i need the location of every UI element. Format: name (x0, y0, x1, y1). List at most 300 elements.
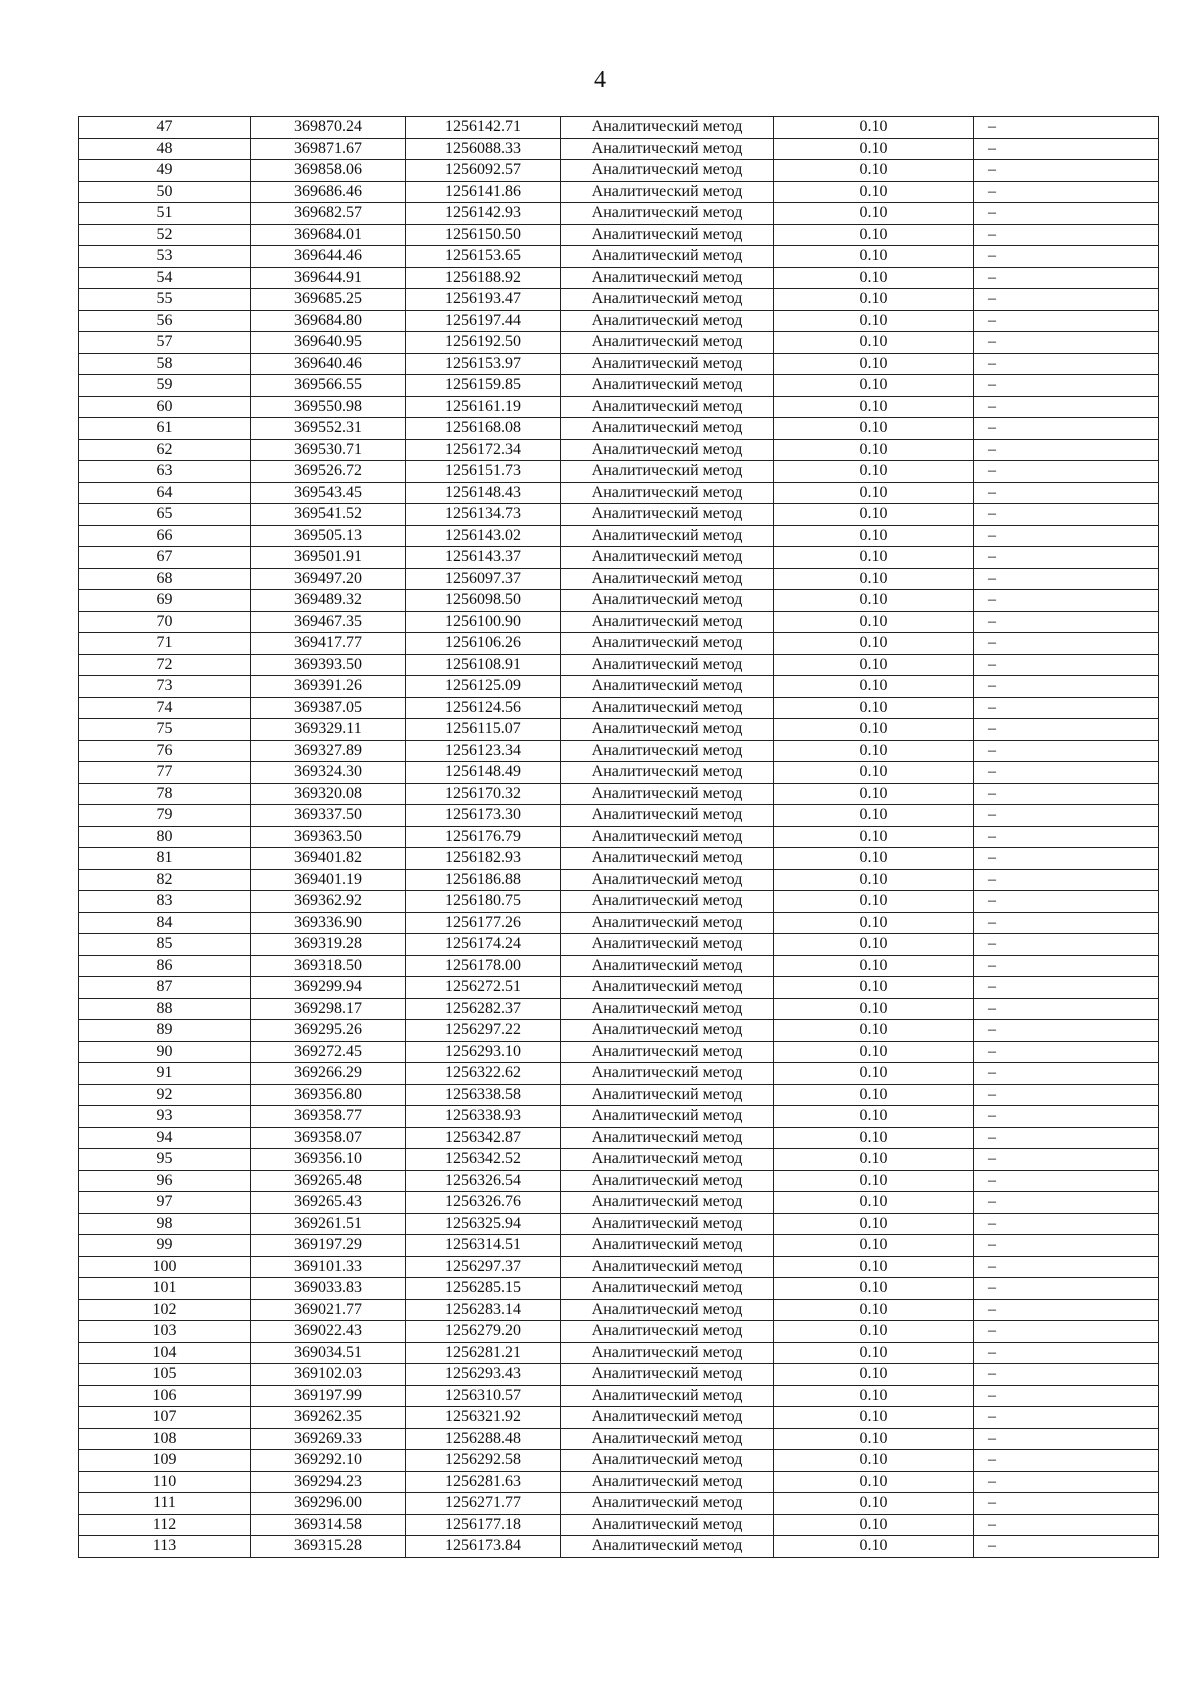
note-cell: – (974, 1450, 1159, 1472)
method-cell: Аналитический метод (561, 525, 774, 547)
y-coordinate-cell: 1256142.93 (406, 203, 561, 225)
y-coordinate-cell: 1256288.48 (406, 1428, 561, 1450)
point-number-cell: 102 (79, 1299, 251, 1321)
note-cell: – (974, 1149, 1159, 1171)
point-number-cell: 108 (79, 1428, 251, 1450)
x-coordinate-cell: 369858.06 (251, 160, 406, 182)
table-row (79, 418, 1159, 440)
note-cell: – (974, 568, 1159, 590)
x-coordinate-cell: 369269.33 (251, 1428, 406, 1450)
point-number-cell: 113 (79, 1536, 251, 1558)
note-cell: – (974, 160, 1159, 182)
accuracy-cell: 0.10 (774, 504, 974, 526)
y-coordinate-cell: 1256342.87 (406, 1127, 561, 1149)
y-coordinate-cell: 1256271.77 (406, 1493, 561, 1515)
method-cell: Аналитический метод (561, 224, 774, 246)
accuracy-cell: 0.10 (774, 1149, 974, 1171)
method-cell: Аналитический метод (561, 418, 774, 440)
point-number-cell: 104 (79, 1342, 251, 1364)
point-number-cell: 62 (79, 439, 251, 461)
note-cell: – (974, 611, 1159, 633)
method-cell: Аналитический метод (561, 719, 774, 741)
table-row (79, 891, 1159, 913)
accuracy-cell: 0.10 (774, 869, 974, 891)
table-row (79, 1536, 1159, 1558)
method-cell: Аналитический метод (561, 998, 774, 1020)
note-cell: – (974, 633, 1159, 655)
note-cell: – (974, 482, 1159, 504)
method-cell: Аналитический метод (561, 138, 774, 160)
x-coordinate-cell: 369685.25 (251, 289, 406, 311)
accuracy-cell: 0.10 (774, 805, 974, 827)
y-coordinate-cell: 1256097.37 (406, 568, 561, 590)
point-number-cell: 54 (79, 267, 251, 289)
x-coordinate-cell: 369021.77 (251, 1299, 406, 1321)
accuracy-cell: 0.10 (774, 267, 974, 289)
accuracy-cell: 0.10 (774, 1407, 974, 1429)
method-cell: Аналитический метод (561, 891, 774, 913)
x-coordinate-cell: 369682.57 (251, 203, 406, 225)
point-number-cell: 55 (79, 289, 251, 311)
accuracy-cell: 0.10 (774, 934, 974, 956)
x-coordinate-cell: 369541.52 (251, 504, 406, 526)
accuracy-cell: 0.10 (774, 848, 974, 870)
table-row (79, 697, 1159, 719)
y-coordinate-cell: 1256143.02 (406, 525, 561, 547)
y-coordinate-cell: 1256338.58 (406, 1084, 561, 1106)
point-number-cell: 51 (79, 203, 251, 225)
y-coordinate-cell: 1256272.51 (406, 977, 561, 999)
method-cell: Аналитический метод (561, 590, 774, 612)
y-coordinate-cell: 1256293.10 (406, 1041, 561, 1063)
y-coordinate-cell: 1256088.33 (406, 138, 561, 160)
method-cell: Аналитический метод (561, 1235, 774, 1257)
method-cell: Аналитический метод (561, 1364, 774, 1386)
x-coordinate-cell: 369265.48 (251, 1170, 406, 1192)
note-cell: – (974, 525, 1159, 547)
note-cell: – (974, 1385, 1159, 1407)
accuracy-cell: 0.10 (774, 611, 974, 633)
x-coordinate-cell: 369566.55 (251, 375, 406, 397)
point-number-cell: 75 (79, 719, 251, 741)
accuracy-cell: 0.10 (774, 740, 974, 762)
note-cell: – (974, 1256, 1159, 1278)
point-number-cell: 48 (79, 138, 251, 160)
note-cell: – (974, 934, 1159, 956)
y-coordinate-cell: 1256150.50 (406, 224, 561, 246)
accuracy-cell: 0.10 (774, 1514, 974, 1536)
x-coordinate-cell: 369315.28 (251, 1536, 406, 1558)
accuracy-cell: 0.10 (774, 525, 974, 547)
point-number-cell: 106 (79, 1385, 251, 1407)
accuracy-cell: 0.10 (774, 568, 974, 590)
note-cell: – (974, 181, 1159, 203)
y-coordinate-cell: 1256325.94 (406, 1213, 561, 1235)
note-cell: – (974, 1170, 1159, 1192)
accuracy-cell: 0.10 (774, 1321, 974, 1343)
accuracy-cell: 0.10 (774, 1063, 974, 1085)
accuracy-cell: 0.10 (774, 826, 974, 848)
note-cell: – (974, 461, 1159, 483)
point-number-cell: 72 (79, 654, 251, 676)
table-row (79, 1321, 1159, 1343)
table-row (79, 224, 1159, 246)
y-coordinate-cell: 1256321.92 (406, 1407, 561, 1429)
accuracy-cell: 0.10 (774, 1471, 974, 1493)
method-cell: Аналитический метод (561, 375, 774, 397)
method-cell: Аналитический метод (561, 1063, 774, 1085)
y-coordinate-cell: 1256108.91 (406, 654, 561, 676)
accuracy-cell: 0.10 (774, 762, 974, 784)
method-cell: Аналитический метод (561, 955, 774, 977)
method-cell: Аналитический метод (561, 504, 774, 526)
accuracy-cell: 0.10 (774, 224, 974, 246)
point-number-cell: 90 (79, 1041, 251, 1063)
accuracy-cell: 0.10 (774, 1256, 974, 1278)
point-number-cell: 79 (79, 805, 251, 827)
y-coordinate-cell: 1256177.26 (406, 912, 561, 934)
note-cell: – (974, 332, 1159, 354)
accuracy-cell: 0.10 (774, 1342, 974, 1364)
note-cell: – (974, 1278, 1159, 1300)
method-cell: Аналитический метод (561, 267, 774, 289)
method-cell: Аналитический метод (561, 697, 774, 719)
note-cell: – (974, 439, 1159, 461)
y-coordinate-cell: 1256314.51 (406, 1235, 561, 1257)
note-cell: – (974, 1493, 1159, 1515)
table-row (79, 740, 1159, 762)
method-cell: Аналитический метод (561, 1170, 774, 1192)
point-number-cell: 91 (79, 1063, 251, 1085)
x-coordinate-cell: 369034.51 (251, 1342, 406, 1364)
note-cell: – (974, 396, 1159, 418)
x-coordinate-cell: 369337.50 (251, 805, 406, 827)
x-coordinate-cell: 369401.19 (251, 869, 406, 891)
point-number-cell: 50 (79, 181, 251, 203)
table-row (79, 654, 1159, 676)
accuracy-cell: 0.10 (774, 1020, 974, 1042)
y-coordinate-cell: 1256173.30 (406, 805, 561, 827)
note-cell: – (974, 912, 1159, 934)
note-cell: – (974, 1213, 1159, 1235)
y-coordinate-cell: 1256180.75 (406, 891, 561, 913)
coordinates-table (78, 116, 1159, 1558)
table-row (79, 826, 1159, 848)
accuracy-cell: 0.10 (774, 1385, 974, 1407)
note-cell: – (974, 418, 1159, 440)
note-cell: – (974, 1041, 1159, 1063)
x-coordinate-cell: 369417.77 (251, 633, 406, 655)
y-coordinate-cell: 1256282.37 (406, 998, 561, 1020)
x-coordinate-cell: 369318.50 (251, 955, 406, 977)
table-row (79, 1342, 1159, 1364)
y-coordinate-cell: 1256153.65 (406, 246, 561, 268)
page-number: 4 (594, 67, 606, 93)
point-number-cell: 107 (79, 1407, 251, 1429)
x-coordinate-cell: 369356.80 (251, 1084, 406, 1106)
table-row (79, 482, 1159, 504)
x-coordinate-cell: 369358.77 (251, 1106, 406, 1128)
table-row (79, 547, 1159, 569)
x-coordinate-cell: 369387.05 (251, 697, 406, 719)
y-coordinate-cell: 1256124.56 (406, 697, 561, 719)
table-row (79, 762, 1159, 784)
table-body (79, 117, 1159, 1558)
note-cell: – (974, 891, 1159, 913)
note-cell: – (974, 805, 1159, 827)
point-number-cell: 60 (79, 396, 251, 418)
method-cell: Аналитический метод (561, 1106, 774, 1128)
note-cell: – (974, 762, 1159, 784)
table-row (79, 1213, 1159, 1235)
accuracy-cell: 0.10 (774, 719, 974, 741)
y-coordinate-cell: 1256123.34 (406, 740, 561, 762)
table-row (79, 611, 1159, 633)
point-number-cell: 58 (79, 353, 251, 375)
table-row (79, 805, 1159, 827)
point-number-cell: 61 (79, 418, 251, 440)
table-row (79, 1256, 1159, 1278)
table-row (79, 1493, 1159, 1515)
accuracy-cell: 0.10 (774, 1106, 974, 1128)
point-number-cell: 47 (79, 117, 251, 139)
note-cell: – (974, 654, 1159, 676)
table-row (79, 783, 1159, 805)
y-coordinate-cell: 1256115.07 (406, 719, 561, 741)
accuracy-cell: 0.10 (774, 461, 974, 483)
note-cell: – (974, 1020, 1159, 1042)
method-cell: Аналитический метод (561, 1428, 774, 1450)
y-coordinate-cell: 1256177.18 (406, 1514, 561, 1536)
note-cell: – (974, 1407, 1159, 1429)
table-row (79, 1407, 1159, 1429)
note-cell: – (974, 117, 1159, 139)
note-cell: – (974, 1471, 1159, 1493)
point-number-cell: 93 (79, 1106, 251, 1128)
point-number-cell: 64 (79, 482, 251, 504)
note-cell: – (974, 353, 1159, 375)
note-cell: – (974, 869, 1159, 891)
x-coordinate-cell: 369197.29 (251, 1235, 406, 1257)
note-cell: – (974, 1321, 1159, 1343)
note-cell: – (974, 848, 1159, 870)
x-coordinate-cell: 369299.94 (251, 977, 406, 999)
table-row (79, 1428, 1159, 1450)
y-coordinate-cell: 1256143.37 (406, 547, 561, 569)
x-coordinate-cell: 369197.99 (251, 1385, 406, 1407)
y-coordinate-cell: 1256170.32 (406, 783, 561, 805)
accuracy-cell: 0.10 (774, 1278, 974, 1300)
table-row (79, 117, 1159, 139)
point-number-cell: 57 (79, 332, 251, 354)
x-coordinate-cell: 369543.45 (251, 482, 406, 504)
y-coordinate-cell: 1256188.92 (406, 267, 561, 289)
point-number-cell: 68 (79, 568, 251, 590)
x-coordinate-cell: 369363.50 (251, 826, 406, 848)
note-cell: – (974, 1428, 1159, 1450)
table-row (79, 719, 1159, 741)
y-coordinate-cell: 1256134.73 (406, 504, 561, 526)
note-cell: – (974, 697, 1159, 719)
note-cell: – (974, 783, 1159, 805)
table-row (79, 1063, 1159, 1085)
method-cell: Аналитический метод (561, 1385, 774, 1407)
point-number-cell: 98 (79, 1213, 251, 1235)
method-cell: Аналитический метод (561, 1256, 774, 1278)
note-cell: – (974, 138, 1159, 160)
method-cell: Аналитический метод (561, 848, 774, 870)
accuracy-cell: 0.10 (774, 654, 974, 676)
point-number-cell: 103 (79, 1321, 251, 1343)
x-coordinate-cell: 369362.92 (251, 891, 406, 913)
note-cell: – (974, 719, 1159, 741)
point-number-cell: 86 (79, 955, 251, 977)
point-number-cell: 89 (79, 1020, 251, 1042)
accuracy-cell: 0.10 (774, 1213, 974, 1235)
table-row (79, 998, 1159, 1020)
note-cell: – (974, 289, 1159, 311)
x-coordinate-cell: 369640.46 (251, 353, 406, 375)
method-cell: Аналитический метод (561, 482, 774, 504)
y-coordinate-cell: 1256106.26 (406, 633, 561, 655)
point-number-cell: 92 (79, 1084, 251, 1106)
y-coordinate-cell: 1256192.50 (406, 332, 561, 354)
point-number-cell: 94 (79, 1127, 251, 1149)
method-cell: Аналитический метод (561, 353, 774, 375)
table-row (79, 525, 1159, 547)
y-coordinate-cell: 1256281.63 (406, 1471, 561, 1493)
method-cell: Аналитический метод (561, 633, 774, 655)
y-coordinate-cell: 1256193.47 (406, 289, 561, 311)
accuracy-cell: 0.10 (774, 1364, 974, 1386)
point-number-cell: 56 (79, 310, 251, 332)
method-cell: Аналитический метод (561, 439, 774, 461)
point-number-cell: 49 (79, 160, 251, 182)
x-coordinate-cell: 369467.35 (251, 611, 406, 633)
note-cell: – (974, 547, 1159, 569)
accuracy-cell: 0.10 (774, 310, 974, 332)
note-cell: – (974, 740, 1159, 762)
table-row (79, 955, 1159, 977)
y-coordinate-cell: 1256297.22 (406, 1020, 561, 1042)
x-coordinate-cell: 369298.17 (251, 998, 406, 1020)
table-row (79, 1084, 1159, 1106)
table-row (79, 1514, 1159, 1536)
method-cell: Аналитический метод (561, 1342, 774, 1364)
accuracy-cell: 0.10 (774, 1428, 974, 1450)
note-cell: – (974, 1235, 1159, 1257)
x-coordinate-cell: 369266.29 (251, 1063, 406, 1085)
x-coordinate-cell: 369314.58 (251, 1514, 406, 1536)
note-cell: – (974, 826, 1159, 848)
point-number-cell: 65 (79, 504, 251, 526)
table-row (79, 912, 1159, 934)
accuracy-cell: 0.10 (774, 783, 974, 805)
point-number-cell: 112 (79, 1514, 251, 1536)
point-number-cell: 96 (79, 1170, 251, 1192)
table-row (79, 310, 1159, 332)
table-row (79, 934, 1159, 956)
point-number-cell: 63 (79, 461, 251, 483)
accuracy-cell: 0.10 (774, 1536, 974, 1558)
note-cell: – (974, 246, 1159, 268)
table-row (79, 1385, 1159, 1407)
x-coordinate-cell: 369497.20 (251, 568, 406, 590)
accuracy-cell: 0.10 (774, 1192, 974, 1214)
note-cell: – (974, 1364, 1159, 1386)
table-row (79, 1041, 1159, 1063)
x-coordinate-cell: 369644.46 (251, 246, 406, 268)
accuracy-cell: 0.10 (774, 697, 974, 719)
table-row (79, 590, 1159, 612)
method-cell: Аналитический метод (561, 654, 774, 676)
y-coordinate-cell: 1256326.54 (406, 1170, 561, 1192)
x-coordinate-cell: 369358.07 (251, 1127, 406, 1149)
note-cell: – (974, 504, 1159, 526)
y-coordinate-cell: 1256326.76 (406, 1192, 561, 1214)
note-cell: – (974, 1299, 1159, 1321)
note-cell: – (974, 676, 1159, 698)
y-coordinate-cell: 1256161.19 (406, 396, 561, 418)
accuracy-cell: 0.10 (774, 1041, 974, 1063)
point-number-cell: 53 (79, 246, 251, 268)
y-coordinate-cell: 1256148.43 (406, 482, 561, 504)
accuracy-cell: 0.10 (774, 396, 974, 418)
table-row (79, 332, 1159, 354)
y-coordinate-cell: 1256338.93 (406, 1106, 561, 1128)
table-row (79, 568, 1159, 590)
accuracy-cell: 0.10 (774, 590, 974, 612)
accuracy-cell: 0.10 (774, 439, 974, 461)
method-cell: Аналитический метод (561, 1450, 774, 1472)
x-coordinate-cell: 369327.89 (251, 740, 406, 762)
y-coordinate-cell: 1256176.79 (406, 826, 561, 848)
method-cell: Аналитический метод (561, 676, 774, 698)
note-cell: – (974, 203, 1159, 225)
method-cell: Аналитический метод (561, 310, 774, 332)
y-coordinate-cell: 1256279.20 (406, 1321, 561, 1343)
point-number-cell: 110 (79, 1471, 251, 1493)
method-cell: Аналитический метод (561, 246, 774, 268)
accuracy-cell: 0.10 (774, 955, 974, 977)
x-coordinate-cell: 369640.95 (251, 332, 406, 354)
accuracy-cell: 0.10 (774, 375, 974, 397)
accuracy-cell: 0.10 (774, 203, 974, 225)
y-coordinate-cell: 1256186.88 (406, 869, 561, 891)
y-coordinate-cell: 1256297.37 (406, 1256, 561, 1278)
x-coordinate-cell: 369294.23 (251, 1471, 406, 1493)
point-number-cell: 105 (79, 1364, 251, 1386)
note-cell: – (974, 267, 1159, 289)
x-coordinate-cell: 369356.10 (251, 1149, 406, 1171)
point-number-cell: 85 (79, 934, 251, 956)
accuracy-cell: 0.10 (774, 998, 974, 1020)
method-cell: Аналитический метод (561, 912, 774, 934)
method-cell: Аналитический метод (561, 826, 774, 848)
note-cell: – (974, 1192, 1159, 1214)
y-coordinate-cell: 1256285.15 (406, 1278, 561, 1300)
method-cell: Аналитический метод (561, 1084, 774, 1106)
point-number-cell: 109 (79, 1450, 251, 1472)
table-row (79, 203, 1159, 225)
accuracy-cell: 0.10 (774, 676, 974, 698)
method-cell: Аналитический метод (561, 805, 774, 827)
point-number-cell: 88 (79, 998, 251, 1020)
note-cell: – (974, 977, 1159, 999)
method-cell: Аналитический метод (561, 396, 774, 418)
x-coordinate-cell: 369684.01 (251, 224, 406, 246)
table-row (79, 676, 1159, 698)
